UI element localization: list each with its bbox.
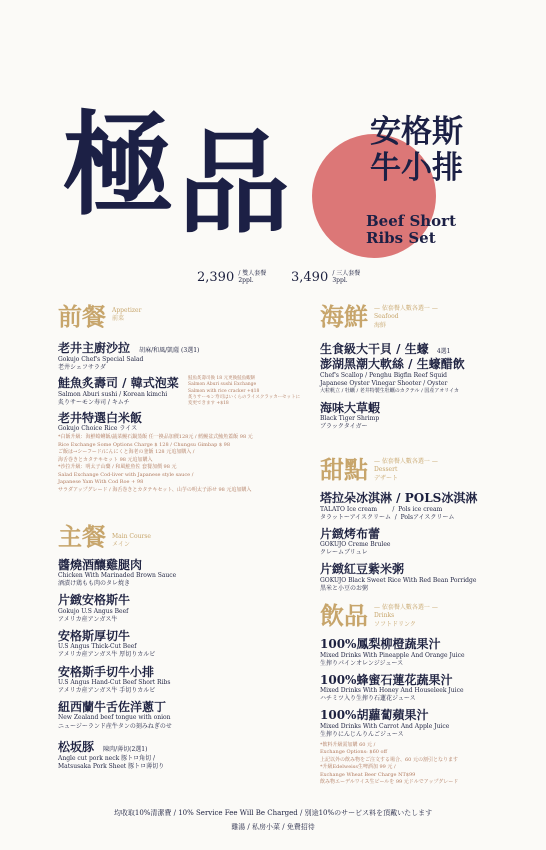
seafood-title: 海鮮 [320,302,368,331]
dessert-title: 甜點 [320,455,368,484]
item-jp: 炙りサーモン寿司 / キムチ [58,398,130,406]
price-2ppl [197,270,266,285]
item-en: Mixed Drinks With Honey And Houseleek Juice [320,687,464,695]
item-jp: ブラックタイガー [320,422,368,430]
list-item [320,338,530,394]
item-en: GOKUJO Black Sweet Rice With Red Bean Porridge [320,576,477,584]
item-en: Salmon Aburi sushi / Korean kimchi [58,390,168,398]
list-item [58,736,308,771]
item-name: 醬燒酒釀雞腿肉 [58,557,143,572]
item-en: New Zealand beef tongue with onion [58,714,171,722]
seafood-subtitle: — 依套餐人數各選一 — Seafood 海鮮 [374,305,438,329]
item-jp: Matsusaka Pork Sheet 豚トロ薄切り [58,762,165,770]
item-en: Chef's Scallop / Penghu Bigfin Reef Squid [320,371,447,379]
item-tag: 4選1 [436,348,451,356]
item-en: Black Tiger Shrimp [320,414,380,422]
list-item [320,527,530,558]
item-jp: ハチミツ入り生搾り石蓮花ジュース [320,695,416,703]
seafood-section [320,302,530,431]
item-name: 安格斯厚切牛 [58,628,131,643]
list-item [320,637,530,668]
item-name: 100%鳳梨柳橙蔬果汁 [320,637,441,652]
item-name: 老井主廚沙拉 [58,341,131,355]
title-cn-line-2: 牛小排 [370,149,463,186]
price-2ppl-note: / 雙人套餐 2ppl. [238,269,267,284]
item-jp: 酒漬け鶏もも肉のタレ焼き [58,580,131,588]
item-name: 海味大草蝦 [320,400,381,415]
item-en: Gokujo Chef's Special Salad [58,356,144,363]
title-en-line-2: Ribs Set [366,229,436,248]
item-en: Gokujo U.S Angus Beef [58,607,129,615]
item-name: 塔拉朵冰淇淋 / POLS冰淇淋 [320,491,478,506]
item-tag: 陳肉/薄切(2選1) [103,745,148,753]
item-side-note: 鮭魚炙壽司換 18 元更換鮭魚蝦餅 Salmon Aburi sushi Exchange Salmon with rice cracker +$18 炙りサーモン寿司はいくらのライスクラッカーセットに 変更できます +$18 [188,376,301,407]
price-3ppl-value: 3,490 [291,270,329,285]
list-item [320,708,530,739]
drinks-title: 飲品 [320,601,368,630]
item-en: Mixed Drinks With Pineapple And Orange Juice [320,651,465,659]
item-jp: クレームブリュレ [320,549,368,557]
item-jp: 生搾りにんじんりんごジュース [320,730,404,738]
appetizer-title: 前餐 [58,302,106,331]
drinks-subtitle: — 依套餐人數各選一 — Drinks ソフトドリンク [374,604,438,628]
item-en: U.S Angus Hand-Cut Beef Short Ribs [58,678,171,686]
item-jp: 生搾りパインオレンジジュース [320,659,404,667]
hero-char-1: 極 [62,100,174,231]
list-item [320,491,530,522]
hero-title-en [366,213,456,248]
list-item [58,700,308,731]
item-name: 片緻安格斯牛 [58,593,131,608]
item-name: 紐西蘭牛舌佐洋蔥丁 [58,700,167,715]
item-name: 松坂豚 [58,739,95,754]
item-jp: タラットーアイスクリーム / Polsアイスクリーム [320,513,455,521]
list-item [58,593,308,624]
item-en: U.S Angus Thick-Cut Beef [58,643,137,651]
appetizer-section [58,302,308,494]
title-cn-line-1: 安格斯 [370,114,463,150]
item-jp: Japanese Oyster Vinegar Shooter / Oyster [320,379,448,387]
item-en: GOKUJO Creme Brulee [320,541,391,549]
list-item [320,401,530,432]
list-item [320,673,530,704]
item-en: Gokujo Choice Rice ライス [58,425,138,433]
list-item [58,558,308,589]
item-en: Mixed Drinks With Carrot And Apple Juice [320,722,450,730]
dessert-subtitle: — 依套餐人數各選一 — Dessert デザート [374,458,438,482]
appetizer-subtitle: Appetizer 前菜 [112,307,142,323]
item-name: 鮭魚炙壽司 / 韓式泡菜 [58,376,179,391]
price-3ppl [291,270,360,285]
list-item [58,337,308,372]
item-en: TALATO Ice cream / Pols ice cream [320,505,443,513]
hero-title [370,115,463,186]
drinks-notes: *飲料升級需加購 60 元 / Exchange Options: $60 off 上記以外の飲み物をご注文する場合、60 元の割引となります *升級Edelweiss生啤酒加 99 元 / Exchange Wheat Beer Charge NT$99 飲み物エーデルワイス生ビールを 99 元ドルでアップグレード [320,741,459,786]
item-name: 澎湖黑潮大軟絲 / 生蠔醋飲 [320,357,465,372]
item-jp: アメリカ産アンガス牛 [58,615,118,623]
list-item [58,376,308,407]
price-2ppl-value: 2,390 [197,270,235,285]
price-3ppl-note: / 三人套餐 3ppl. [332,269,361,284]
footer-free-items: 雞湯 / 私房小菜 / 免費招待 [231,823,315,831]
item-name: 片緻紅豆紫米粥 [320,562,405,577]
item-name: 片緻烤布蕾 [320,526,381,541]
hero-char-2: 品 [178,118,290,249]
item-tag: 胡麻/和風/凱薩 (3選1) [139,347,200,354]
title-en-line-1: Beef Short [366,212,457,230]
list-item [320,562,530,593]
main-section [58,522,308,771]
item-name: 生食級大干貝 / 生蠔 [320,342,429,357]
list-item [58,665,308,696]
main-title: 主餐 [58,522,106,551]
item-en: Chicken With Marinaded Brown Sauce [58,572,177,580]
item-jp: アメリカ産アンガス牛 厚切りカルビ [58,651,156,659]
appetizer-notes: *白飯升級：海鮮蛤蜊飯/蔬菜鰻石鍋蒸飯 任一換品加價128元 / 鱈鰻盆式鮪魚蓋飯 98 元 Rice Exchange Some Options Charge $ 128 / Chungsu Gimbap $ 98 ご飯は→シーフード/にんにくと海老の釜飯 128 元追加購入 / 海舌巻きとカタテキセット 98 元追加購入 *沙拉升級：明太子山藥 / 和風鮭魚佐 套餐加價 98 元 Salad Exchange Cod-liver with Japanese style sauce / Japanese Yam With Cod Roe + 98 サラダアップグレード / 海舌巻きとカタテキセット、山芋の明太子添せ 98 元追加購入 [58,434,253,493]
item-name: 100%蜂蜜石蓮花蔬果汁 [320,672,453,687]
main-subtitle: Main Course メイン [112,533,151,549]
item-jp: ニュージーランド産牛タンの刻みねぎのせ [58,722,172,730]
list-item [58,629,308,660]
item-jp2: 大粒帆立 / 牡蠣 / 老井特製生牡蠣のカクテル / 国産アオリイカ [320,387,459,394]
drinks-section [320,601,530,787]
item-jp: 老井シェフサラダ [58,364,106,372]
item-jp: 黒米と小豆のお粥 [320,584,369,592]
item-name: 安格斯手切牛小排 [58,664,155,679]
dessert-section [320,455,530,593]
list-item [58,411,308,433]
item-en: Angle cut pork neck 豚トロ角切 / [58,754,156,762]
item-name: 100%胡蘿蔔蘋果汁 [320,708,429,723]
footer-service-fee: 均收取10%清潔費 / 10% Service Fee Will Be Charged / 別途10%のサービス料を頂戴いたします [113,809,433,817]
item-name: 老井特選白米飯 [58,410,143,425]
item-jp: アメリカ産アンガス牛 手切りカルビ [58,687,156,694]
